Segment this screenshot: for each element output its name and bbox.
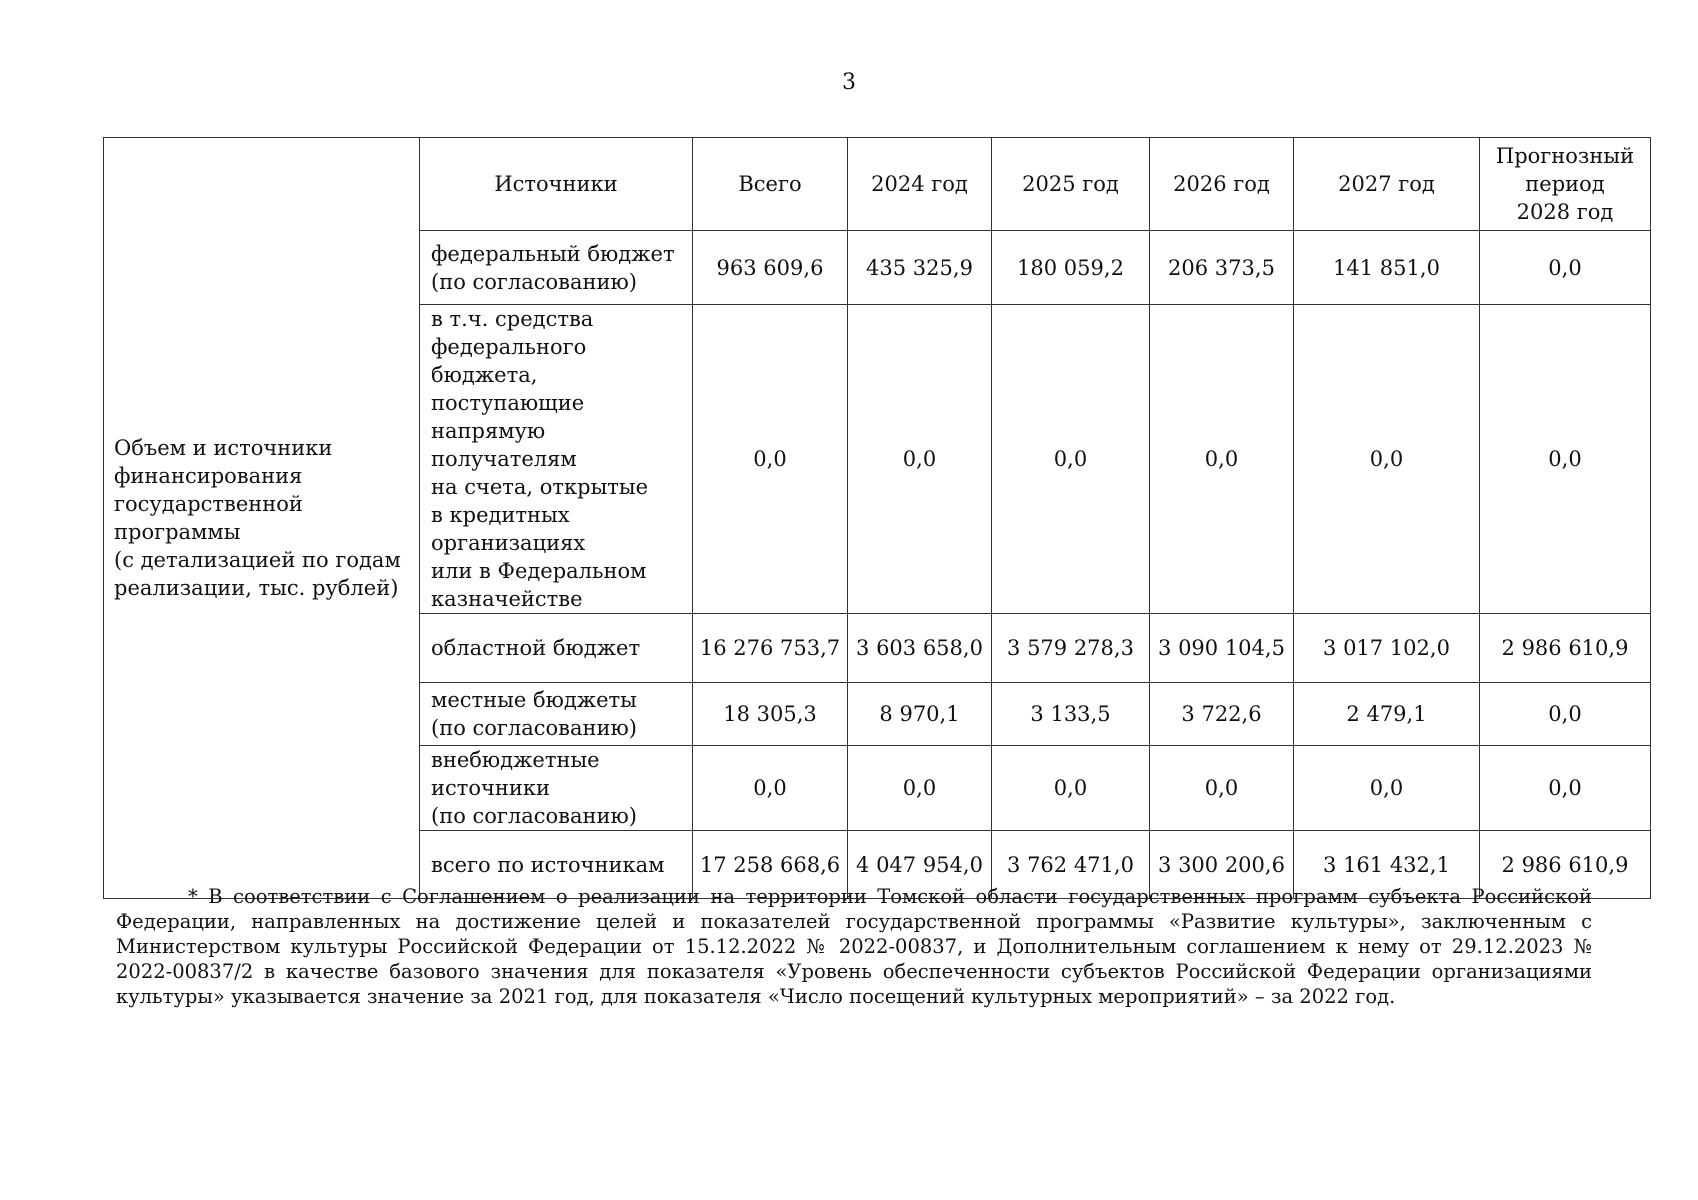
row-label-line: реализации, тыс. рублей) bbox=[114, 576, 399, 600]
value-2028: 2 986 610,9 bbox=[1480, 614, 1651, 683]
source-line: (по согласованию) bbox=[431, 269, 637, 294]
footnote: * В соответствии с Соглашением о реализации на территории Томской области государственных программ субъекта Российской Федерации, направленных на достижение целей и показателей государственной программы «Развитие культуры», заключенным с Министерством культуры Российской Федерации от 15.12.2022 № 2022-00837, и Дополнительным соглашением к нему от 29.12.2023 № 2022-00837/2 в качестве базового значения для показателя «Уровень обеспеченности субъектов Российской Федерации организациями культуры» указывается значение за 2021 год, для показателя «Число посещений культурных мероприятий» – за 2022 год. bbox=[116, 885, 1592, 1008]
source-line: федеральный бюджет bbox=[431, 241, 675, 266]
row-label-line: (с детализацией по годам bbox=[114, 548, 401, 572]
header-sources: Источники bbox=[420, 138, 693, 231]
row-label-line: Объем и источники bbox=[114, 436, 333, 460]
value-2026: 3 722,6 bbox=[1150, 683, 1294, 746]
source-line: источники bbox=[431, 776, 551, 800]
value-2028: 0,0 bbox=[1480, 746, 1651, 831]
source-cell bbox=[420, 231, 693, 305]
source-line: внебюджетные bbox=[431, 748, 600, 772]
source-line: (по согласованию) bbox=[431, 804, 637, 828]
value-2025: 180 059,2 bbox=[992, 231, 1150, 305]
source-line: организациях bbox=[431, 531, 586, 555]
source-line: местные бюджеты bbox=[431, 688, 637, 712]
value-total: 963 609,6 bbox=[693, 231, 848, 305]
source-line: областной бюджет bbox=[431, 636, 641, 660]
source-line: на счета, открытые bbox=[431, 475, 649, 499]
source-line: поступающие bbox=[431, 391, 585, 415]
value-2024: 0,0 bbox=[848, 746, 992, 831]
value-2025: 3 579 278,3 bbox=[992, 614, 1150, 683]
value-2028: 0,0 bbox=[1480, 231, 1651, 305]
value-2027: 0,0 bbox=[1294, 305, 1480, 614]
source-cell bbox=[420, 746, 693, 831]
source-line: в кредитных bbox=[431, 503, 570, 527]
header-2026: 2026 год bbox=[1150, 138, 1294, 231]
value-2024: 8 970,1 bbox=[848, 683, 992, 746]
source-cell bbox=[420, 614, 693, 683]
source-line: напрямую получателям bbox=[431, 419, 577, 471]
header-row bbox=[104, 138, 1651, 231]
header-2025: 2025 год bbox=[992, 138, 1150, 231]
value-2024: 435 325,9 bbox=[848, 231, 992, 305]
value-2026: 3 090 104,5 bbox=[1150, 614, 1294, 683]
value-total: 0,0 bbox=[693, 305, 848, 614]
source-line: в т.ч. средства bbox=[431, 307, 594, 331]
row-label-line: программы bbox=[114, 520, 241, 544]
source-cell bbox=[420, 683, 693, 746]
value-2027: 3 161 432,1 bbox=[1294, 831, 1480, 899]
value-2028: 0,0 bbox=[1480, 683, 1651, 746]
value-2027: 141 851,0 bbox=[1294, 231, 1480, 305]
source-line: (по согласованию) bbox=[431, 716, 637, 740]
header-forecast-line: 2028 год bbox=[1516, 200, 1614, 224]
value-2024: 0,0 bbox=[848, 305, 992, 614]
value-total: 16 276 753,7 bbox=[693, 614, 848, 683]
value-2024: 4 047 954,0 bbox=[848, 831, 992, 899]
header-forecast-2028 bbox=[1480, 138, 1651, 231]
row-label-line: государственной bbox=[114, 492, 303, 516]
financing-table bbox=[103, 137, 1651, 899]
value-2025: 0,0 bbox=[992, 305, 1150, 614]
header-2024: 2024 год bbox=[848, 138, 992, 231]
value-2026: 206 373,5 bbox=[1150, 231, 1294, 305]
source-cell bbox=[420, 305, 693, 614]
value-2025: 3 133,5 bbox=[992, 683, 1150, 746]
header-forecast-line: период bbox=[1525, 172, 1605, 196]
value-2026: 3 300 200,6 bbox=[1150, 831, 1294, 899]
value-2026: 0,0 bbox=[1150, 305, 1294, 614]
source-line: или в Федеральном bbox=[431, 559, 647, 583]
header-total: Всего bbox=[693, 138, 848, 231]
value-2028: 2 986 610,9 bbox=[1480, 831, 1651, 899]
page-number: 3 bbox=[842, 70, 856, 95]
value-total: 0,0 bbox=[693, 746, 848, 831]
value-2027: 2 479,1 bbox=[1294, 683, 1480, 746]
value-2024: 3 603 658,0 bbox=[848, 614, 992, 683]
source-line: казначействе bbox=[431, 587, 583, 611]
value-2028: 0,0 bbox=[1480, 305, 1651, 614]
value-2026: 0,0 bbox=[1150, 746, 1294, 831]
value-total: 18 305,3 bbox=[693, 683, 848, 746]
row-label-cell bbox=[104, 138, 420, 899]
value-2027: 3 017 102,0 bbox=[1294, 614, 1480, 683]
header-forecast-line: Прогнозный bbox=[1495, 144, 1635, 168]
source-line: всего по источникам bbox=[431, 852, 665, 877]
row-label-line: финансирования bbox=[114, 464, 303, 488]
value-total: 17 258 668,6 bbox=[693, 831, 848, 899]
value-2025: 3 762 471,0 bbox=[992, 831, 1150, 899]
value-2025: 0,0 bbox=[992, 746, 1150, 831]
value-2027: 0,0 bbox=[1294, 746, 1480, 831]
source-line: федерального бюджета, bbox=[431, 335, 587, 387]
header-2027: 2027 год bbox=[1294, 138, 1480, 231]
